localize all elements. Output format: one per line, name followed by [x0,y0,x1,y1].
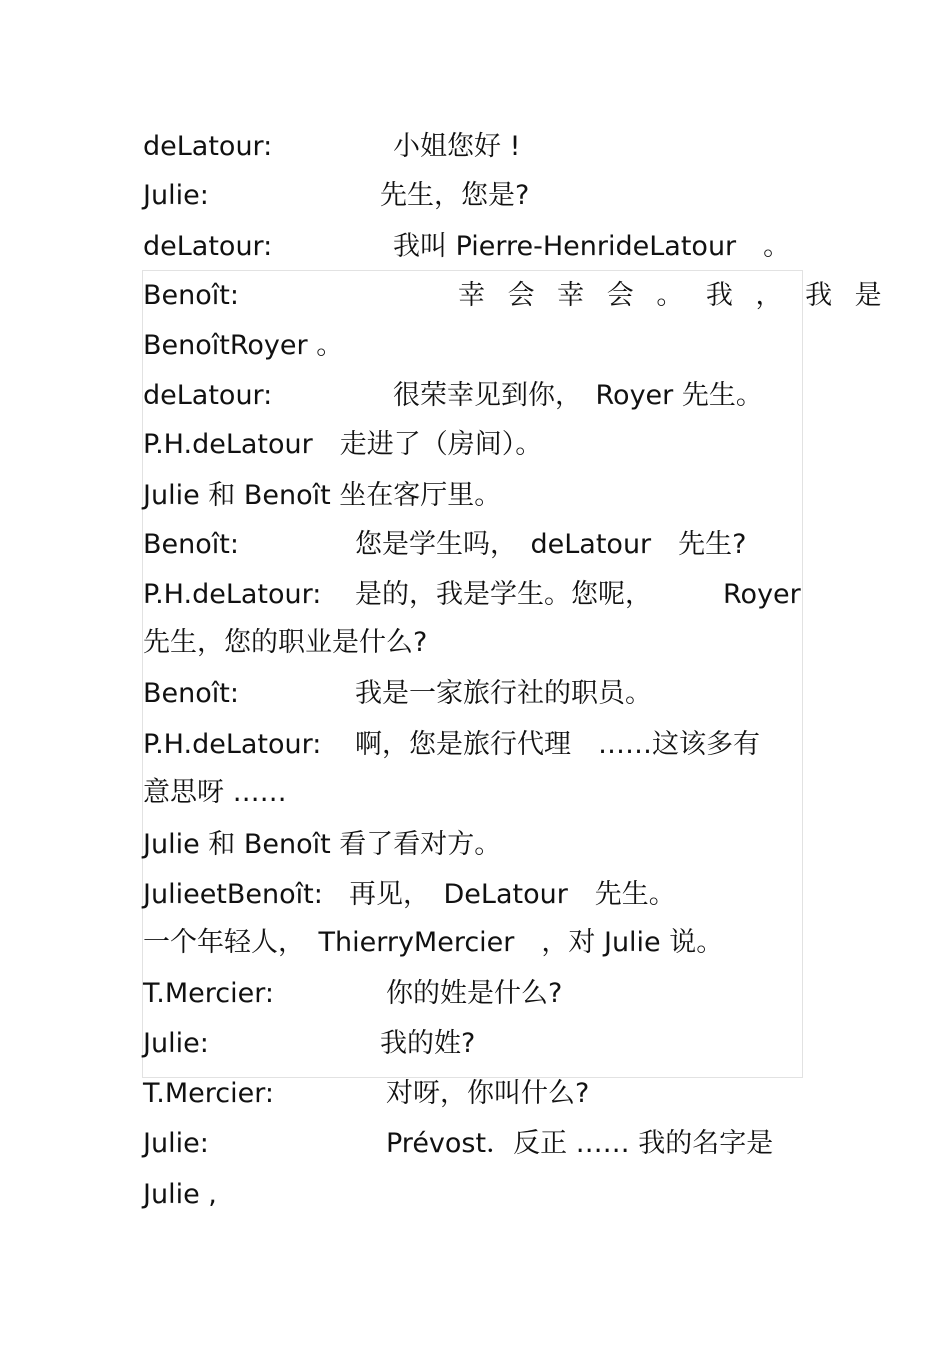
dialogue-continuation: 意思呀 …… [143,777,287,808]
speaker-label: deLatour: [143,231,273,262]
speaker-label: deLatour: [143,380,273,411]
dialogue-continuation: Julie , [143,1179,217,1210]
speaker-label: T.Mercier: [143,978,274,1009]
dialogue-text-end: Royer [723,579,801,610]
dialogue-text: 对呀，你叫什么? [386,1078,590,1109]
narration-line: Julie 和 Benoît 坐在客厅里。 [143,480,502,511]
speaker-label: Julie: [143,1028,209,1059]
narration-line: P.H.deLatour 走进了（房间）。 [143,429,543,460]
dialogue-text: 你的姓是什么? [386,978,563,1009]
dialogue-text: 我是一家旅行社的职员。 [355,678,652,709]
speaker-label: Benoît: [143,678,239,709]
narration-line: 一个年轻人， ThierryMercier ，对 Julie 说。 [143,927,724,958]
dialogue-continuation: BenoîtRoyer 。 [143,330,344,361]
speaker-label: Benoît: [143,529,239,560]
speaker-label: P.H.deLatour: [143,729,322,760]
speaker-label: deLatour: [143,131,273,162]
speaker-label: P.H.deLatour: [143,579,322,610]
dialogue-text: 小姐您好 ! [393,131,521,162]
speaker-label: Julie: [143,180,209,211]
dialogue-continuation: 先生，您的职业是什么? [143,627,428,658]
dialogue-text: 先生，您是? [380,180,530,211]
narration-line: Julie 和 Benoît 看了看对方。 [143,829,502,860]
speaker-label: T.Mercier: [143,1078,274,1109]
dialogue-text: 很荣幸见到你， Royer 先生。 [393,380,763,411]
speaker-label: Benoît: [143,280,239,311]
dialogue-text: 我叫 Pierre-HenrideLatour 。 [393,231,791,262]
dialogue-text: 我的姓? [380,1028,476,1059]
dialogue-text: 再见， DeLatour 先生。 [349,879,676,910]
speaker-label: Julie: [143,1128,209,1159]
speaker-label: JulieetBenoît: [143,879,323,910]
dialogue-text: Prévost．反正 …… 我的名字是 [386,1128,774,1159]
dialogue-text: 您是学生吗， deLatour 先生? [355,529,747,560]
dialogue-text: 幸 会 幸 会 。 我 ， 我 是 [458,280,889,311]
dialogue-text: 啊，您是旅行代理 ……这该多有 [355,729,760,760]
dialogue-text: 是的，我是学生。您呢， [355,579,652,610]
